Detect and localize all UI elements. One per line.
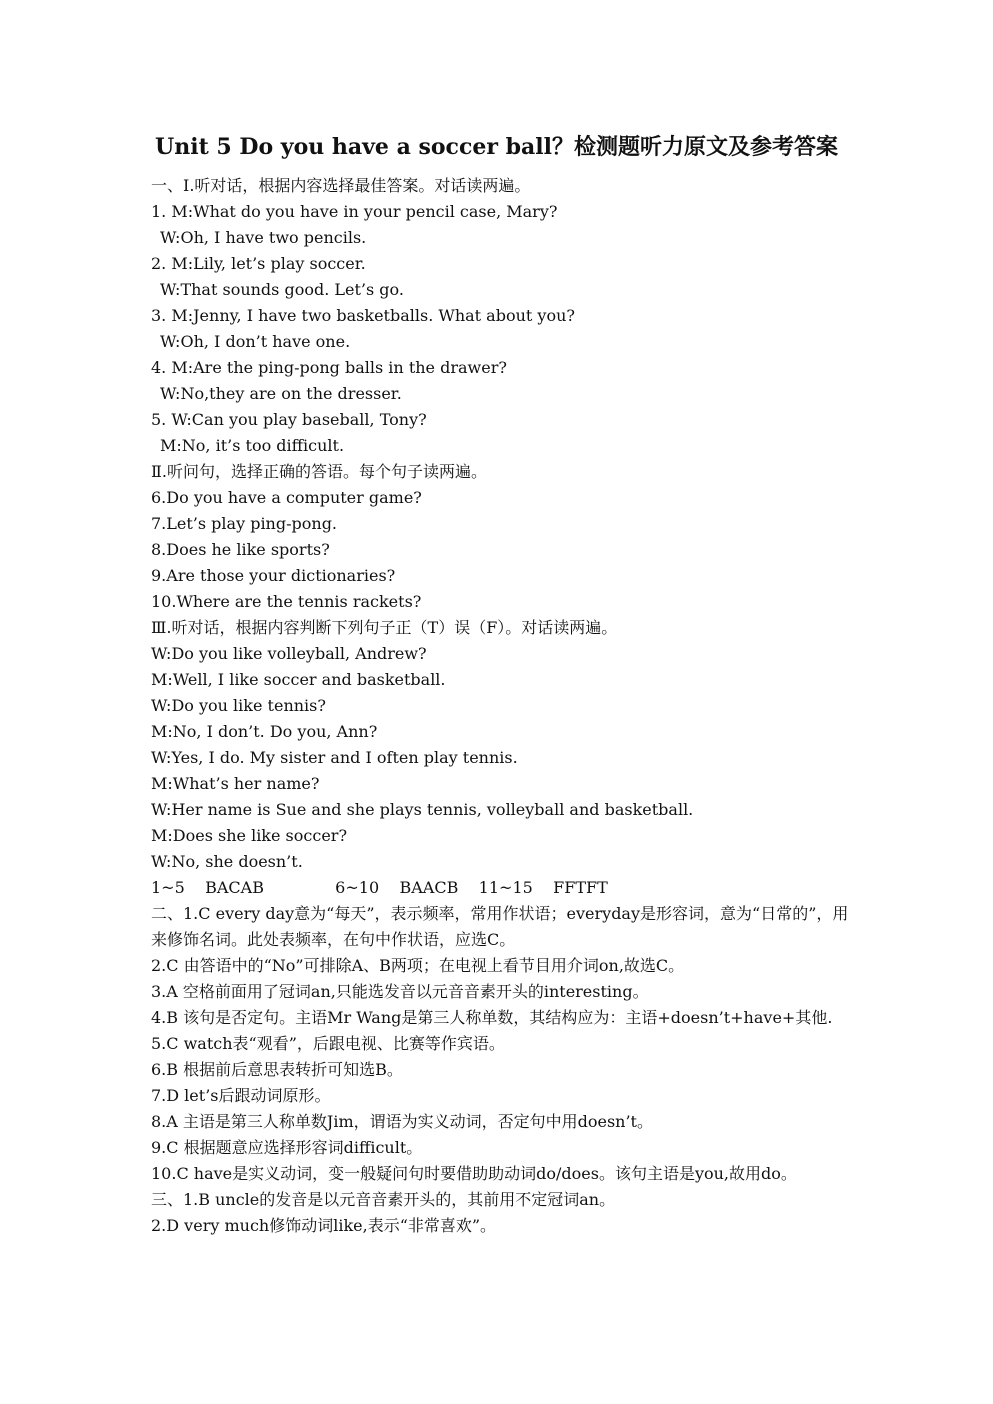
dialogue-line: W:Do you like tennis? [151,696,326,715]
answer-key-line: 1~5 BACAB 6~10 BAACB 11~15 FFTFT [151,878,608,897]
dialogue-line: 3. M:Jenny, I have two basketballs. What about you? [151,306,575,325]
dialogue-line: W:That sounds good. Let’s go. [160,280,404,299]
dialogue-line: W:Oh, I have two pencils. [160,228,367,247]
section-2-heading: Ⅱ.听问句，选择正确的答语。每个句子读两遍。 [151,462,487,481]
answer-explanation: 10.C have是实义动词，变一般疑问句时要借助助动词do/does。该句主语是you,故用do。 [151,1164,797,1183]
dialogue-line: M:No, it’s too difficult. [160,436,345,455]
dialogue-line: 4. M:Are the ping-pong balls in the drawer? [151,358,507,377]
answer-explanation: 5.C watch表“观看”，后跟电视、比赛等作宾语。 [151,1034,505,1053]
question-line: 10.Where are the tennis rackets? [151,592,422,611]
document-title: Unit 5 Do you have a soccer ball？检测题听力原文及参考答案 [155,134,838,160]
dialogue-line: W:Her name is Sue and she plays tennis, volleyball and basketball. [151,800,694,819]
question-line: 8.Does he like sports? [151,540,330,559]
dialogue-line: W:Do you like volleyball, Andrew? [151,644,427,663]
document-body [151,173,851,1239]
dialogue-line: M:No, I don’t. Do you, Ann? [151,722,378,741]
question-line: 7.Let’s play ping-pong. [151,514,338,533]
dialogue-line: M:Does she like soccer? [151,826,348,845]
answer-explanation: 二、1.C every day意为“每天”，表示频率，常用作状语；everyday是形容词，意为“日常的”，用来修饰名词。此处表频率，在句中作状语，应选C。 [151,904,849,949]
section-1-heading: 一、Ⅰ.听对话，根据内容选择最佳答案。对话读两遍。 [151,176,531,195]
dialogue-line: 2. M:Lily, let’s play soccer. [151,254,366,273]
answer-explanation: 3.A 空格前面用了冠词an,只能选发音以元音音素开头的interesting。 [151,982,649,1001]
dialogue-line: M:Well, I like soccer and basketball. [151,670,446,689]
dialogue-line: W:Oh, I don’t have one. [160,332,351,351]
dialogue-line: 5. W:Can you play baseball, Tony? [151,410,427,429]
answer-explanation: 8.A 主语是第三人称单数Jim，谓语为实义动词，否定句中用doesn’t。 [151,1112,653,1131]
dialogue-line: 1. M:What do you have in your pencil case, Mary? [151,202,558,221]
answer-explanation: 4.B 该句是否定句。主语Mr Wang是第三人称单数，其结构应为：主语+doesn’t+have+其他. [151,1008,833,1027]
dialogue-line: W:No, she doesn’t. [151,852,303,871]
answer-explanation: 三、1.B uncle的发音是以元音音素开头的，其前用不定冠词an。 [151,1190,616,1209]
question-line: 6.Do you have a computer game? [151,488,422,507]
question-line: 9.Are those your dictionaries? [151,566,396,585]
dialogue-line: W:Yes, I do. My sister and I often play tennis. [151,748,518,767]
section-3-heading: Ⅲ.听对话，根据内容判断下列句子正（T）误（F）。对话读两遍。 [151,618,618,637]
answer-explanation: 6.B 根据前后意思表转折可知选B。 [151,1060,403,1079]
answer-explanation: 7.D let’s后跟动词原形。 [151,1086,331,1105]
answer-explanation: 9.C 根据题意应选择形容词difficult。 [151,1138,423,1157]
dialogue-line: M:What’s her name? [151,774,320,793]
answer-explanation: 2.D very much修饰动词like,表示“非常喜欢”。 [151,1216,497,1235]
answer-explanation: 2.C 由答语中的“No”可排除A、B两项；在电视上看节目用介词on,故选C。 [151,956,685,975]
dialogue-line: W:No,they are on the dresser. [160,384,402,403]
